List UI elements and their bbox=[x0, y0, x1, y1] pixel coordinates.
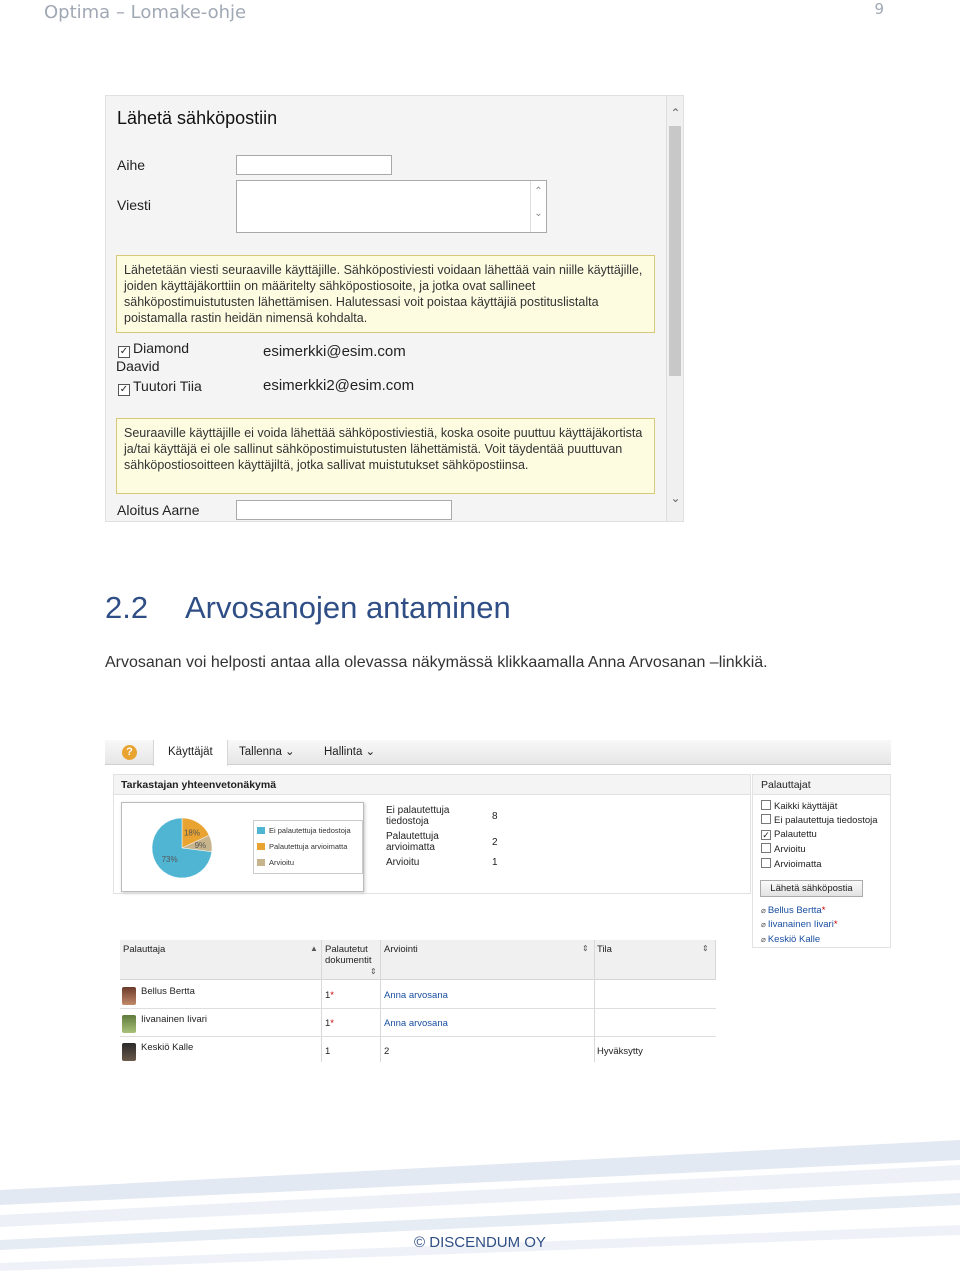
pie-slice-label: 9% bbox=[194, 841, 207, 851]
missing-user-label: Aloitus Aarne bbox=[117, 502, 200, 518]
col-header-line: Palautetut bbox=[325, 944, 368, 955]
tab-hallinta[interactable]: Hallinta ⌄ bbox=[324, 746, 376, 758]
message-textarea[interactable] bbox=[236, 180, 547, 233]
page-header-title: Optima – Lomake-ohje bbox=[44, 2, 247, 23]
row-docs bbox=[325, 1046, 330, 1057]
filter-label: Arvioimatta bbox=[774, 859, 822, 870]
section-number: 2.2 bbox=[105, 590, 149, 625]
returner-link[interactable] bbox=[761, 905, 825, 916]
legend-swatch bbox=[257, 843, 265, 850]
stat-value: 8 bbox=[492, 811, 498, 822]
filter-graded[interactable] bbox=[761, 843, 806, 855]
scrollbar-thumb[interactable] bbox=[669, 126, 681, 376]
legend-item bbox=[257, 823, 359, 839]
filter-returned[interactable] bbox=[761, 829, 817, 840]
filter-checkbox[interactable]: ✓ bbox=[762, 830, 770, 840]
pie-chart bbox=[122, 803, 247, 891]
page-scrollbar[interactable] bbox=[666, 96, 683, 522]
textarea-scrollbar[interactable]: ⌃ ⌄ bbox=[530, 181, 546, 232]
filter-label: Kaikki käyttäjät bbox=[774, 801, 838, 812]
returner-link[interactable] bbox=[761, 919, 838, 930]
returner-name: Bellus Bertta bbox=[767, 905, 822, 916]
subject-input[interactable] bbox=[236, 155, 392, 175]
recipient-checkbox[interactable]: ✓ bbox=[119, 346, 129, 357]
legend-label: Palautettuja arvioimatta bbox=[269, 842, 348, 851]
warning-note: Seuraaville käyttäjille ei voida lähettää sähköpostiviestiä, koska osoite puuttuu käyttäjäkortista ja/tai käyttäjä ei ole sallinut sähköpostimuistutusten lähettämistä. Voit täydentää puuttuvan sähköpostiosoitteen käyttäjiltä, jotka sallivat muistutukset sähköpostiinsa. bbox=[116, 418, 655, 494]
recipient-checkbox[interactable]: ✓ bbox=[119, 384, 129, 395]
legend-item bbox=[257, 855, 359, 871]
row-docs-star: * bbox=[330, 1018, 334, 1029]
give-grade-link[interactable]: Anna arvosana bbox=[384, 990, 448, 1001]
paperclip-icon: ⌀ bbox=[761, 920, 766, 929]
returner-star: * bbox=[821, 905, 826, 916]
stat-label: Arvioitu bbox=[386, 857, 420, 868]
filter-checkbox[interactable] bbox=[761, 858, 771, 868]
row-name: Iivanainen Iivari bbox=[141, 1014, 208, 1025]
returner-star: * bbox=[833, 919, 838, 930]
missing-user-email-input[interactable] bbox=[236, 500, 452, 520]
help-icon[interactable]: ? bbox=[122, 745, 137, 760]
sort-toggle-icon[interactable]: ⇕ bbox=[370, 967, 377, 976]
scroll-down-icon[interactable]: ⌄ bbox=[670, 491, 681, 505]
pie-slice-label: 73% bbox=[161, 854, 178, 864]
email-form-screenshot bbox=[105, 95, 684, 522]
recipient-item bbox=[118, 340, 189, 374]
filter-all-users[interactable] bbox=[761, 800, 837, 812]
returner-link[interactable] bbox=[761, 934, 820, 945]
section-body: Arvosanan voi helposti antaa alla olevassa näkymässä klikkaamalla Anna Arvosanan –linkkiä. bbox=[105, 654, 768, 671]
returners-sidebar bbox=[752, 774, 891, 948]
summary-panel bbox=[113, 774, 751, 894]
row-docs-star: * bbox=[330, 990, 334, 1001]
row-name: Keskiö Kalle bbox=[141, 1042, 194, 1053]
chart-legend bbox=[253, 820, 363, 874]
grading-view-screenshot bbox=[105, 740, 891, 1075]
tab-tallenna[interactable]: Tallenna ⌄ bbox=[239, 746, 295, 758]
section-title: Arvosanojen antaminen bbox=[185, 590, 511, 625]
give-grade-link[interactable]: Anna arvosana bbox=[384, 1018, 448, 1029]
paperclip-icon: ⌀ bbox=[761, 935, 766, 944]
recipient-name: Tuutori Tiia bbox=[133, 378, 202, 394]
table-header bbox=[120, 940, 716, 980]
row-docs-count: 1 bbox=[325, 1018, 331, 1029]
sort-toggle-icon[interactable]: ⇕ bbox=[702, 944, 709, 953]
recipient-email: esimerkki@esim.com bbox=[263, 343, 406, 360]
col-header-line: dokumentit bbox=[325, 955, 372, 966]
avatar bbox=[122, 1043, 136, 1061]
table-row bbox=[120, 981, 716, 1009]
scroll-up-icon[interactable]: ⌃ bbox=[670, 106, 681, 120]
filter-checkbox[interactable] bbox=[761, 814, 771, 824]
table-row bbox=[120, 1009, 716, 1037]
row-name: Bellus Bertta bbox=[141, 986, 195, 997]
page-number: 9 bbox=[874, 0, 884, 18]
filter-label: Ei palautettuja tiedostoja bbox=[774, 815, 878, 826]
sort-up-icon[interactable]: ▲ bbox=[310, 944, 318, 953]
column-divider bbox=[715, 940, 716, 980]
recipient-item bbox=[118, 378, 202, 396]
avatar bbox=[122, 1015, 136, 1033]
footer-decoration bbox=[0, 1135, 960, 1274]
filter-ungraded[interactable] bbox=[761, 858, 822, 870]
col-header-palautetut[interactable] bbox=[325, 944, 371, 966]
paperclip-icon: ⌀ bbox=[761, 906, 766, 915]
col-header-palauttaja[interactable]: Palauttaja bbox=[123, 944, 166, 955]
recipient-email: esimerkki2@esim.com bbox=[263, 377, 415, 394]
email-form-title: Lähetä sähköpostiin bbox=[117, 108, 278, 128]
recipient-name-cont: Daavid bbox=[116, 358, 160, 374]
filter-label: Palautettu bbox=[774, 829, 817, 840]
row-docs-count: 1 bbox=[325, 990, 331, 1001]
filter-no-files[interactable] bbox=[761, 814, 878, 826]
filter-checkbox[interactable] bbox=[761, 800, 771, 810]
stat-value: 2 bbox=[492, 837, 498, 848]
row-docs-count: 1 bbox=[325, 1046, 331, 1057]
message-label: Viesti bbox=[117, 197, 151, 213]
sort-toggle-icon[interactable]: ⇕ bbox=[582, 944, 589, 953]
avatar bbox=[122, 987, 136, 1005]
info-note: Lähetetään viesti seuraaville käyttäjille. Sähköpostiviesti voidaan lähettää vain niille käyttäjille, joiden käyttäjäkorttiin on määritelty sähköpostiosoite, ja jotka ovat sallineet sähköpostimuistutusten lähettämisen. Halutessasi voit poistaa käyttäjiä postituslistalta poistamalla rastin heidän nimensä kohdalta. bbox=[116, 255, 655, 333]
legend-swatch bbox=[257, 827, 265, 834]
recipient-name: Diamond bbox=[133, 340, 190, 356]
filter-checkbox[interactable] bbox=[761, 843, 771, 853]
stat-label: Ei palautettuja tiedostoja bbox=[386, 805, 450, 827]
top-menu-bar bbox=[105, 740, 891, 765]
col-header-tila[interactable]: Tila bbox=[597, 944, 612, 955]
row-status: Hyväksytty bbox=[597, 1046, 643, 1057]
returner-name: Keskiö Kalle bbox=[767, 934, 821, 945]
stat-value: 1 bbox=[492, 857, 498, 868]
row-docs bbox=[325, 990, 334, 1001]
returner-name: Iivanainen Iivari bbox=[767, 919, 834, 930]
filter-label: Arvioitu bbox=[774, 844, 806, 855]
stat-label: Palautettuja arvioimatta bbox=[386, 831, 439, 853]
row-docs bbox=[325, 1018, 334, 1029]
pie-chart-box bbox=[121, 802, 364, 892]
legend-label: Arvioitu bbox=[269, 858, 295, 867]
legend-swatch bbox=[257, 859, 265, 866]
table-row bbox=[120, 1037, 716, 1065]
subject-label: Aihe bbox=[117, 157, 146, 173]
tab-kayttajat[interactable]: Käyttäjät bbox=[153, 740, 228, 766]
legend-item bbox=[257, 839, 359, 855]
footer-copyright: © DISCENDUM OY bbox=[414, 1234, 546, 1251]
col-header-arviointi[interactable]: Arviointi bbox=[384, 944, 418, 955]
legend-label: Ei palautettuja tiedostoja bbox=[269, 826, 351, 835]
pie-slice-label: 18% bbox=[183, 828, 200, 838]
send-email-button[interactable]: Lähetä sähköpostia bbox=[760, 880, 863, 897]
summary-title: Tarkastajan yhteenvetonäkymä bbox=[114, 775, 750, 795]
row-grade: 2 bbox=[384, 1046, 390, 1057]
sidebar-title: Palauttajat bbox=[753, 775, 890, 795]
